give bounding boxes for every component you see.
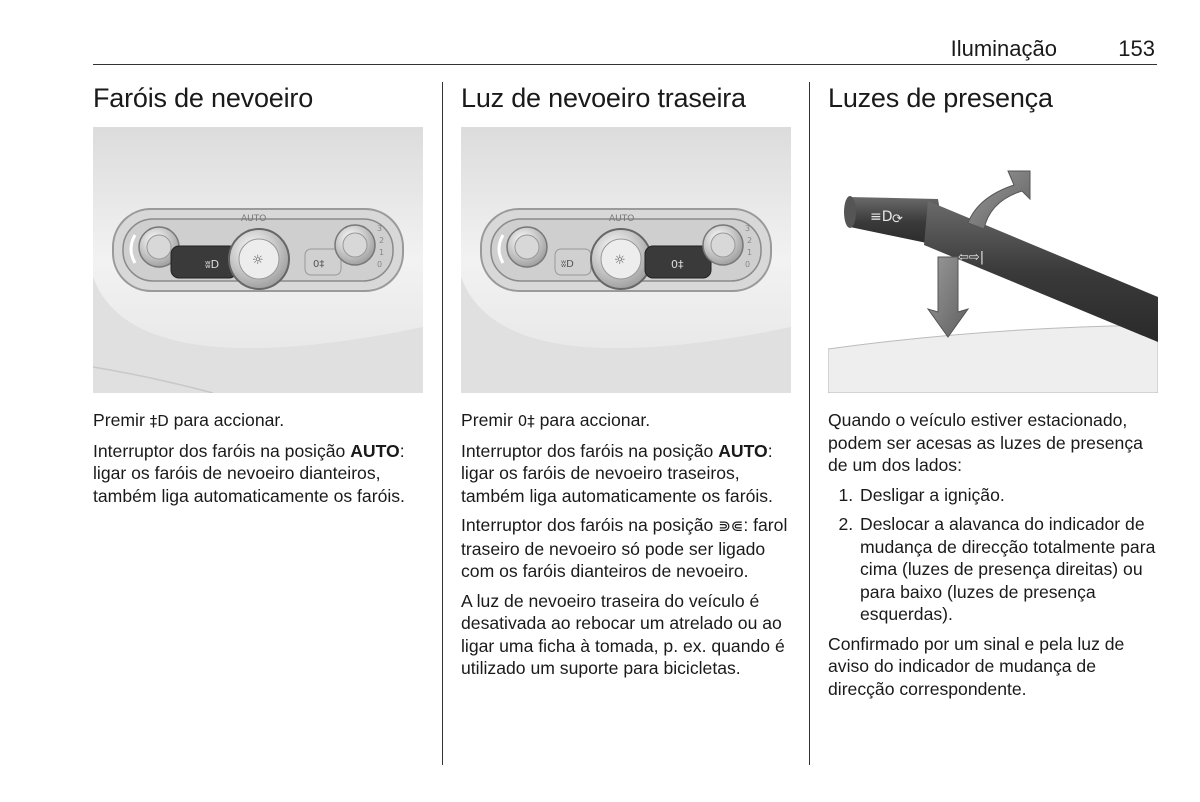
svg-text:1: 1 (747, 248, 753, 257)
paragraph (461, 514, 791, 583)
svg-text:☼: ☼ (614, 253, 626, 268)
paragraph (93, 440, 423, 508)
figure-light-switch-panel-rear-fog (461, 127, 791, 393)
paragraph (461, 440, 791, 508)
paragraph (93, 409, 423, 433)
paragraph (461, 409, 791, 433)
text: Interruptor dos faróis na posição (93, 440, 351, 461)
paragraph: Confirmado por um sinal e pela luz de aviso do indicador de mudança de direcção correspondente. (828, 633, 1125, 699)
column-divider (809, 82, 810, 765)
svg-text:≡D: ≡D (870, 209, 893, 225)
svg-text:☼: ☼ (252, 253, 264, 268)
bold-term: AUTO (718, 440, 768, 461)
svg-text:3: 3 (745, 224, 751, 233)
list-item: 1. Desligar a ignição. (858, 484, 1158, 507)
text: Interruptor dos faróis na posição (461, 515, 719, 535)
bold-term: AUTO (350, 440, 400, 461)
list-item: 2. Deslocar a alavanca do indicador de mudança de direcção totalmente para cima (luzes de presença direitas) ou para baixo (luzes de presença esquerdas). (858, 513, 1158, 626)
auto-label: AUTO (609, 214, 635, 224)
svg-text:0‡: 0‡ (313, 259, 325, 270)
text: Interruptor dos faróis na posição (461, 440, 719, 461)
column-front-fog-lights (93, 80, 423, 514)
svg-text:0: 0 (745, 260, 751, 269)
svg-text:2: 2 (379, 236, 385, 245)
steps-list (828, 484, 1158, 626)
text: : ligar os faróis de nevoeiro traseiros, também liga automaticamente os faróis. (461, 440, 773, 506)
svg-text:ʬD: ʬD (561, 259, 574, 270)
auto-label: AUTO (241, 214, 267, 224)
paragraph: A luz de nevoeiro traseira do veículo é desativada ao rebocar um atrelado ou ao ligar uma ficha à tomada, p. ex. quando é utilizado um suporte para bicicletas. (461, 590, 785, 678)
rear-fog-symbol-icon: 0‡ (517, 412, 535, 430)
column-rear-fog-light (461, 80, 791, 687)
text: para accionar. (168, 410, 285, 430)
heading-rear-fog: Luz de nevoeiro traseira (461, 83, 746, 113)
text: Premir (461, 410, 518, 430)
text: Premir (93, 410, 150, 430)
column-divider (442, 82, 443, 765)
svg-text:2: 2 (747, 236, 753, 245)
svg-text:3: 3 (377, 224, 383, 233)
svg-text:0: 0 (377, 260, 383, 269)
svg-text:1: 1 (379, 248, 385, 257)
column-parking-lights (828, 80, 1158, 707)
paragraph: Quando o veículo estiver estacionado, podem ser acesas as luzes de presença de um dos lados: (828, 410, 1143, 475)
figure-light-switch-panel-front-fog (93, 127, 423, 393)
heading-parking-lights: Luzes de presença (828, 83, 1053, 113)
page-header (93, 28, 1157, 65)
svg-text:ʬD: ʬD (205, 258, 220, 271)
front-fog-symbol-icon: ‡D (149, 412, 169, 430)
section-title: Iluminação (950, 36, 1057, 61)
svg-text:⇦⇨|: ⇦⇨| (958, 250, 985, 265)
heading-front-fog: Faróis de nevoeiro (93, 83, 314, 113)
text: : farol traseiro de nevoeiro só pode ser ligado com os faróis dianteiros de nevoeiro. (461, 515, 788, 581)
low-beam-symbol-icon: ⋑⋐ (718, 517, 744, 535)
figure-turn-signal-lever (828, 127, 1158, 393)
page-number: 153 (1118, 36, 1155, 61)
svg-text:0‡: 0‡ (671, 258, 684, 271)
text: : ligar os faróis de nevoeiro dianteiros, também liga automaticamente os faróis. (93, 440, 405, 506)
text: para accionar. (534, 410, 651, 430)
svg-text:⟳: ⟳ (892, 212, 903, 227)
